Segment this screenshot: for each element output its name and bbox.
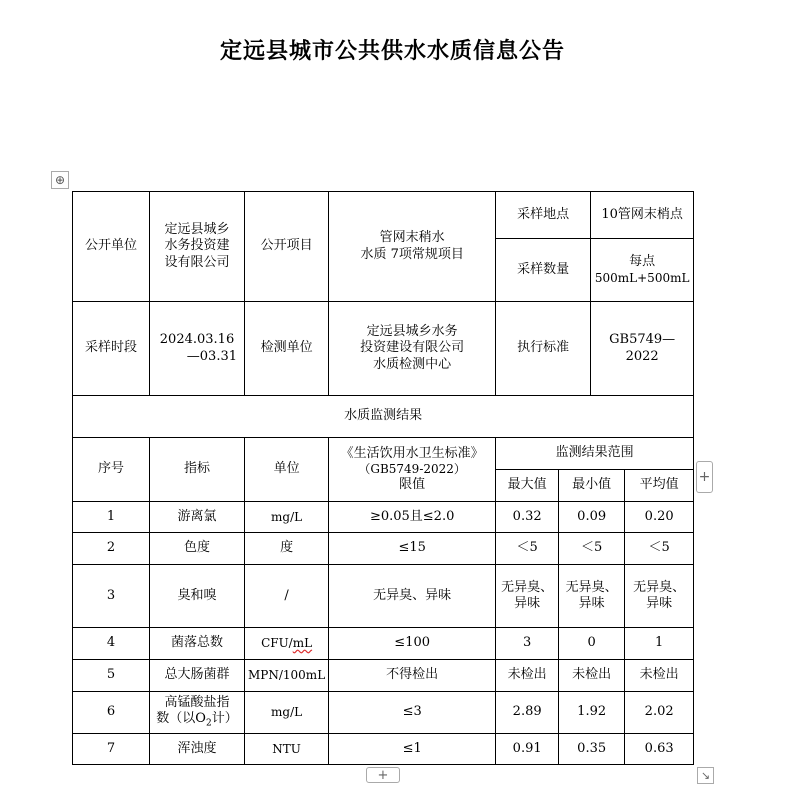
row-unit: mg/L (245, 502, 329, 533)
sample-qty-label: 采样数量 (496, 239, 591, 302)
row-max: 3 (496, 628, 559, 660)
test-unit-line: 定远县城乡水务 (366, 324, 458, 340)
row-indicator: 色度 (150, 533, 245, 565)
table-row (73, 660, 694, 692)
row-no: 5 (73, 660, 150, 692)
header-limit-line: 限值 (399, 477, 426, 492)
row-avg: 无异臭、异味 (625, 565, 694, 628)
header-limit (329, 438, 496, 502)
row-indicator: 总大肠菌群 (150, 660, 245, 692)
disclose-unit-line: 设有限公司 (164, 254, 230, 270)
header-indicator: 指标 (150, 438, 245, 502)
disclose-item-line: 管网末稍水 (379, 230, 445, 246)
header-range: 监测结果范围 (496, 438, 694, 470)
row-no: 7 (73, 734, 150, 765)
row-limit: ≥0.05且≤2.0 (329, 502, 496, 533)
row-max: 未检出 (496, 660, 559, 692)
sample-time-line: 2024.03.16 (159, 332, 235, 348)
table-row (73, 565, 694, 628)
sample-qty-line: 500mL+500mL (594, 270, 690, 285)
row-unit: 度 (245, 533, 329, 565)
table-row (73, 502, 694, 533)
row-no: 3 (73, 565, 150, 628)
sample-site-value: 10管网末梢点 (591, 192, 694, 239)
sample-qty-value (591, 239, 694, 302)
page-title: 定远县城市公共供水水质信息公告 (219, 38, 565, 64)
row-limit: ≤1 (329, 734, 496, 765)
table-move-icon[interactable]: ⊕ (51, 171, 69, 189)
row-min: 0 (559, 628, 625, 660)
sample-time-label: 采样时段 (73, 302, 150, 396)
row-avg: 2.02 (625, 692, 694, 734)
add-column-button[interactable]: + (696, 461, 713, 493)
table-row (73, 692, 694, 734)
header-limit-line: 《生活饮用水卫生标准》 (340, 445, 484, 461)
results-section-title: 水质监测结果 (73, 396, 694, 438)
table-row (73, 533, 694, 565)
row-unit: mg/L (245, 692, 329, 734)
disclose-unit-label: 公开单位 (73, 192, 150, 302)
row-min: 无异臭、异味 (559, 565, 625, 628)
row-unit-prefix: CFU/ (261, 636, 293, 650)
header-avg: 平均值 (625, 470, 694, 502)
row-limit: 不得检出 (329, 660, 496, 692)
row-indicator-text: 数（以O (156, 711, 206, 727)
row-limit: 无异臭、异味 (329, 565, 496, 628)
sample-qty-line: 每点 (629, 254, 656, 270)
disclose-unit-line: 定远县城乡 (164, 222, 230, 238)
row-avg: 0.63 (625, 734, 694, 765)
row-max: 2.89 (496, 692, 559, 734)
row-unit (245, 628, 329, 660)
standard-value: GB5749—2022 (591, 302, 694, 396)
row-indicator: 菌落总数 (150, 628, 245, 660)
row-limit: ≤100 (329, 628, 496, 660)
test-unit-line: 投资建设有限公司 (360, 340, 465, 356)
disclose-unit-line: 水务投资建 (164, 238, 230, 254)
row-avg: 0.20 (625, 502, 694, 533)
row-min: 未检出 (559, 660, 625, 692)
row-indicator: 臭和嗅 (150, 565, 245, 628)
row-no: 6 (73, 692, 150, 734)
row-unit: NTU (245, 734, 329, 765)
disclose-item-value (329, 192, 496, 302)
sample-time-line: —03.31 (186, 348, 237, 364)
row-avg: ＜5 (625, 533, 694, 565)
test-unit-line: 水质检测中心 (373, 356, 452, 372)
standard-label: 执行标准 (496, 302, 591, 396)
row-indicator: 游离氯 (150, 502, 245, 533)
table-resize-icon[interactable]: ↘ (697, 767, 714, 784)
row-indicator-subscript: 2 (205, 718, 212, 729)
row-unit: MPN/100mL (245, 660, 329, 692)
row-min: 1.92 (559, 692, 625, 734)
table-row (73, 734, 694, 765)
header-limit-line: （GB5749-2022） (358, 462, 466, 476)
row-no: 1 (73, 502, 150, 533)
test-unit-label: 检测单位 (245, 302, 329, 396)
disclose-item-label: 公开项目 (245, 192, 329, 302)
row-unit: / (245, 565, 329, 628)
header-max: 最大值 (496, 470, 559, 502)
row-max: 0.91 (496, 734, 559, 765)
row-min: 0.09 (559, 502, 625, 533)
disclose-item-line: 水质 7项常规项目 (360, 246, 464, 262)
table-row (73, 628, 694, 660)
water-quality-table (72, 191, 694, 765)
row-no: 4 (73, 628, 150, 660)
row-max: ＜5 (496, 533, 559, 565)
row-indicator-text: 计） (211, 711, 238, 727)
header-min: 最小值 (559, 470, 625, 502)
row-indicator-line: 高锰酸盐指 (164, 694, 230, 710)
disclose-unit-value (150, 192, 245, 302)
row-indicator: 浑浊度 (150, 734, 245, 765)
row-max: 0.32 (496, 502, 559, 533)
row-min: 0.35 (559, 734, 625, 765)
row-avg: 未检出 (625, 660, 694, 692)
row-avg: 1 (625, 628, 694, 660)
row-limit: ≤15 (329, 533, 496, 565)
row-unit-suffix: mL (292, 636, 313, 650)
row-indicator (150, 692, 245, 734)
test-unit-value (329, 302, 496, 396)
sample-site-label: 采样地点 (496, 192, 591, 239)
header-unit: 单位 (245, 438, 329, 502)
sample-time-value (150, 302, 245, 396)
add-row-button[interactable]: + (366, 767, 400, 783)
row-min: ＜5 (559, 533, 625, 565)
row-max: 无异臭、异味 (496, 565, 559, 628)
row-limit: ≤3 (329, 692, 496, 734)
row-no: 2 (73, 533, 150, 565)
row-indicator-line (153, 711, 241, 730)
header-no: 序号 (73, 438, 150, 502)
